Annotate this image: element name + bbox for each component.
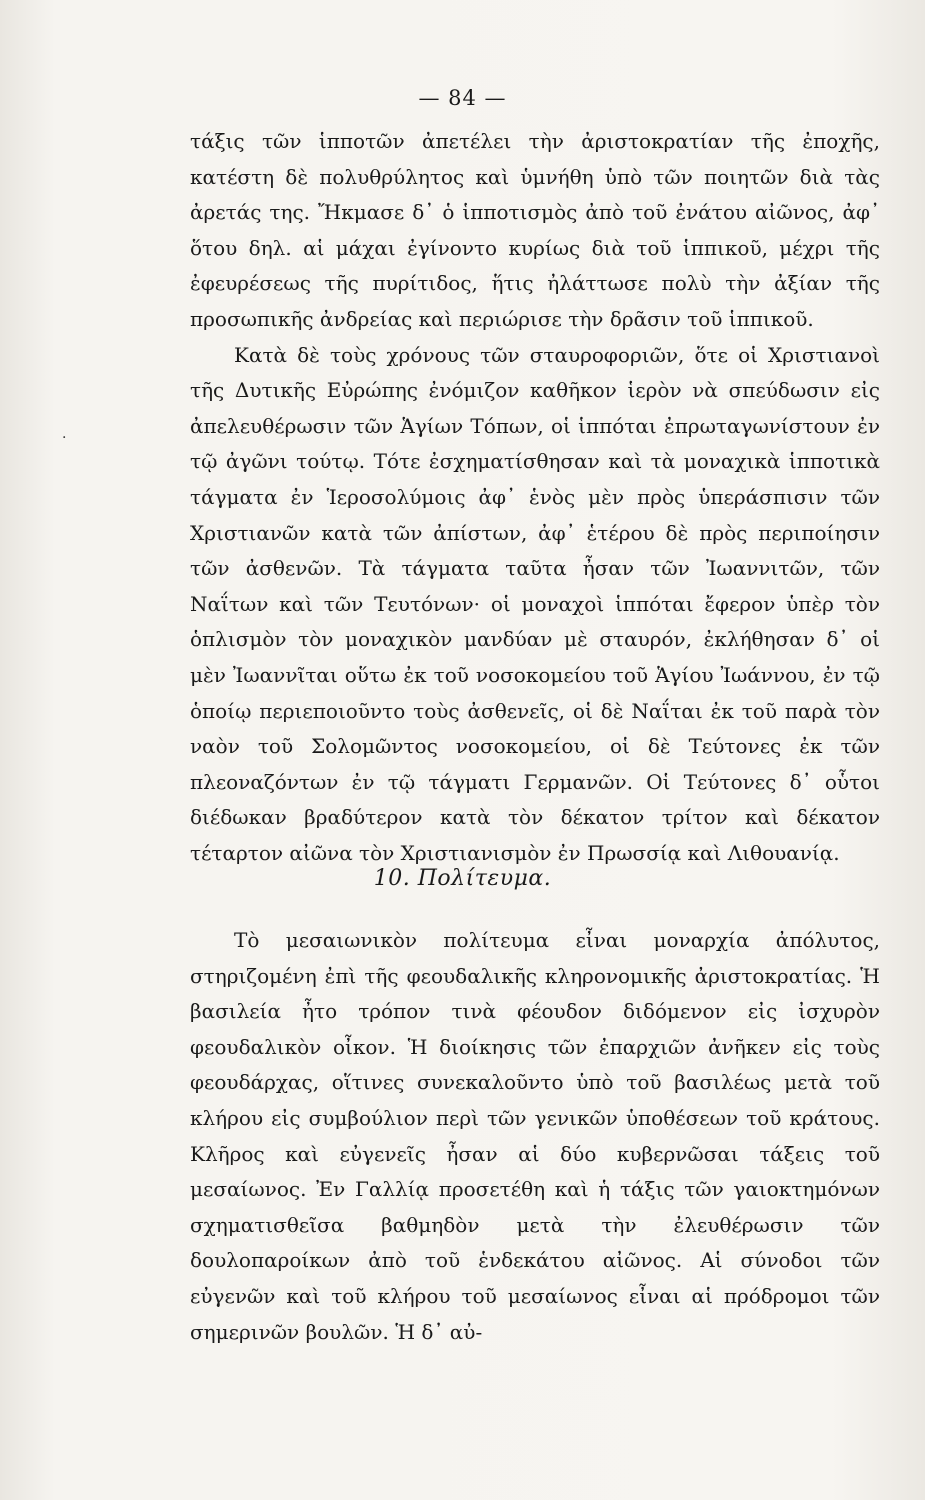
paragraph-2: Κατὰ δὲ τοὺς χρόνους τῶν σταυροφοριῶν, ὅτε οἱ Χριστιανοὶ τῆς Δυτικῆς Εὐρώπης ἐνόμιζον καθῆκον ἱερὸν νὰ σπεύδωσιν εἰς ἀπελευθέρωσιν τῶν Ἁγίων Τόπων, οἱ ἱππόται ἐπρωταγωνίστουν ἐν τῷ ἀγῶνι τούτῳ. Τότε ἐσχηματίσθησαν καὶ τὰ μοναχικὰ ἱπποτικὰ τάγματα ἐν Ἱεροσολύμοις ἀφ᾽ ἑνὸς μὲν πρὸς ὑπεράσπισιν τῶν Χριστιανῶν κατὰ τῶν ἀπίστων, ἀφ᾽ ἑτέρου δὲ πρὸς περιποίησιν τῶν ἀσθενῶν. Τὰ τάγματα ταῦτα ἦσαν τῶν Ἰωαννιτῶν, τῶν Ναΐτων καὶ τῶν Τευτόνων· οἱ μοναχοὶ ἱππόται ἔφερον ὑπὲρ τὸν ὁπλισμὸν τὸν μοναχικὸν μανδύαν μὲ σταυρόν, ἐκλήθησαν δ᾽ οἱ μὲν Ἰωαννῖται οὕτω ἐκ τοῦ νοσοκομείου τοῦ Ἁγίου Ἰωάννου, ἐν τῷ ὁποίῳ περιεποιοῦντο τοὺς ἀσθενεῖς, οἱ δὲ Ναΐται ἐκ τοῦ παρὰ τὸν ναὸν τοῦ Σολομῶντος νοσοκομείου, οἱ δὲ Τεύτονες ἐκ τῶν πλεοναζόντων ἐν τῷ τάγματι Γερμανῶν. Οἱ Τεύτονες δ᾽ οὗτοι διέδωκαν βραδύτερον κατὰ τὸν δέκατον τρίτον καὶ δέκατον τέταρτον αἰῶνα τὸν Χριστιανισμὸν ἐν Πρωσσίᾳ καὶ Λιθουανίᾳ. [190, 342, 880, 865]
section-heading: 10. Πολίτευμα. [373, 866, 552, 891]
paragraph-1: τάξις τῶν ἱπποτῶν ἀπετέλει τὴν ἀριστοκρατίαν τῆς ἐποχῆς, κατέστη δὲ πολυθρύλητος καὶ ὑμνήθη ὑπὸ τῶν ποιητῶν διὰ τὰς ἀρετάς της. Ἤκμασε δ᾽ ὁ ἱπποτισμὸς ἀπὸ τοῦ ἐνάτου αἰῶνος, ἀφ᾽ ὅτου δηλ. αἱ μάχαι ἐγίνοντο κυρίως διὰ τοῦ ἱππικοῦ, μέχρι τῆς ἐφευρέσεως τῆς πυρίτιδος, ἥτις ἠλάττωσε πολὺ τὴν ἀξίαν τῆς προσωπικῆς ἀνδρείας καὶ περιώρισε τὴν δρᾶσιν τοῦ ἱππικοῦ. [190, 129, 880, 331]
text-block-upper [190, 124, 880, 871]
margin-mark: · [62, 430, 67, 446]
page-number: — 84 — [418, 86, 507, 110]
text-block-lower [190, 923, 880, 1350]
paragraph-3: Τὸ μεσαιωνικὸν πολίτευμα εἶναι μοναρχία ἀπόλυτος, στηριζομένη ἐπὶ τῆς φεουδαλικῆς κληρονομικῆς ἀριστοκρατίας. Ἡ βασιλεία ἦτο τρόπον τινὰ φέουδον διδόμενον εἰς ἰσχυρὸν φεουδαλικὸν οἶκον. Ἡ διοίκησις τῶν ἐπαρχιῶν ἀνῆκεν εἰς τοὺς φεουδάρχας, οἵτινες συνεκαλοῦντο ὑπὸ τοῦ βασιλέως μετὰ τοῦ κλήρου εἰς συμβούλιον περὶ τῶν γενικῶν ὑποθέσεων τοῦ κράτους. Κλῆρος καὶ εὐγενεῖς ἦσαν αἱ δύο κυβερνῶσαι τάξεις τοῦ μεσαίωνος. Ἐν Γαλλίᾳ προσετέθη καὶ ἡ τάξις τῶν γαιοκτημόνων σχηματισθεῖσα βαθμηδὸν μετὰ τὴν ἐλευθέρωσιν τῶν δουλοπαροίκων ἀπὸ τοῦ ἑνδεκάτου αἰῶνος. Αἱ σύνοδοι τῶν εὐγενῶν καὶ τοῦ κλήρου τοῦ μεσαίωνος εἶναι αἱ πρόδρομοι τῶν σημερινῶν βουλῶν. Ἡ δ᾽ αὐ- [190, 928, 880, 1344]
